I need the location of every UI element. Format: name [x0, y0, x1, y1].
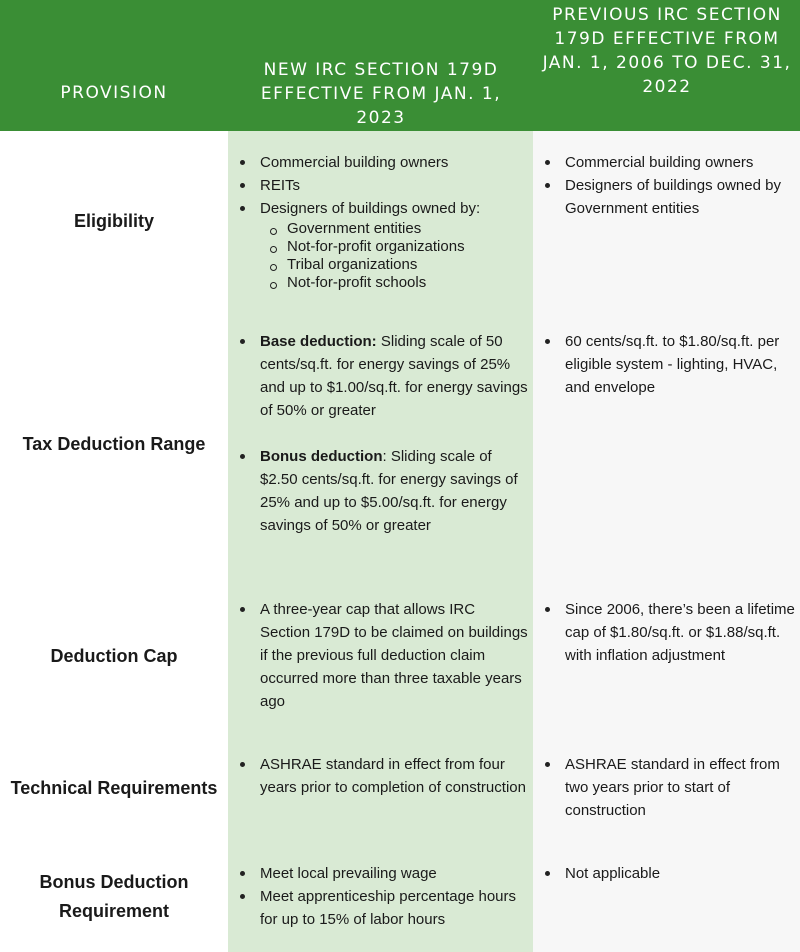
- tax-deduction-range-previous-cell: [535, 330, 797, 399]
- list-item: A three-year cap that allows IRC Section 179D to be claimed on buildings if the previous full deduction claim occurred more than three taxable years ago: [260, 598, 528, 713]
- sub-list-item: Not-for-profit schools: [287, 274, 528, 292]
- list-item: [260, 197, 528, 292]
- deduction-cap-new-cell: [230, 598, 528, 713]
- list-item: REITs: [260, 174, 528, 197]
- bonus-deduction-requirement-new-cell: [230, 862, 528, 931]
- sub-list-item: Government entities: [287, 220, 528, 238]
- tax-deduction-range-new-cell: [230, 330, 528, 537]
- sub-list-item: Tribal organizations: [287, 256, 528, 274]
- list-item-text: Designers of buildings owned by:: [260, 200, 481, 217]
- sub-list-item: Not-for-profit organizations: [287, 238, 528, 256]
- row-label-tax-deduction-range: Tax Deduction Range: [22, 434, 206, 454]
- list-item: Commercial building owners: [260, 151, 528, 174]
- previous-column-background: [533, 131, 800, 952]
- list-item: ASHRAE standard in effect from four years prior to completion of construction: [260, 753, 528, 799]
- previous-section-header: PREVIOUS IRC SECTION 179D EFFECTIVE FROM JAN. 1, 2006 TO DEC. 31, 2022: [542, 5, 792, 97]
- list-item: Not applicable: [565, 862, 797, 885]
- technical-requirements-previous-cell: [535, 753, 797, 822]
- row-label-eligibility: Eligibility: [73, 211, 154, 231]
- list-item: [260, 445, 528, 537]
- bonus-deduction-text: : Sliding scale of $2.50 cents/sq.ft. for energy savings of 25% and up to $5.00/sq.ft. for energy savings of 50% or greater: [260, 448, 518, 534]
- list-item: 60 cents/sq.ft. to $1.80/sq.ft. per eligible system - lighting, HVAC, and envelope: [565, 330, 797, 399]
- list-item: Since 2006, there’s been a lifetime cap of $1.80/sq.ft. or $1.88/sq.ft. with inflation adjustment: [565, 598, 797, 667]
- new-section-header: NEW IRC SECTION 179D EFFECTIVE FROM JAN. 1, 2023: [260, 60, 502, 128]
- list-item: Designers of buildings owned by Government entities: [565, 174, 797, 220]
- row-label-bonus-deduction-requirement: Bonus Deduction Requirement: [39, 872, 189, 921]
- list-item: [260, 330, 528, 422]
- row-label-deduction-cap: Deduction Cap: [50, 646, 178, 666]
- row-label-technical-requirements: Technical Requirements: [10, 778, 218, 798]
- list-item: Meet local prevailing wage: [260, 862, 528, 885]
- bonus-deduction-requirement-previous-cell: [535, 862, 797, 885]
- provision-header: PROVISION: [60, 83, 168, 103]
- base-deduction-term: Base deduction:: [260, 333, 377, 350]
- eligibility-new-cell: [230, 151, 528, 292]
- deduction-cap-previous-cell: [535, 598, 797, 667]
- eligibility-previous-cell: [535, 151, 797, 220]
- list-item: Commercial building owners: [565, 151, 797, 174]
- bonus-deduction-term: Bonus deduction: [260, 448, 383, 465]
- technical-requirements-new-cell: [230, 753, 528, 799]
- table-header: [0, 0, 800, 131]
- list-item: Meet apprenticeship percentage hours for up to 15% of labor hours: [260, 885, 528, 931]
- list-item: ASHRAE standard in effect from two years prior to start of construction: [565, 753, 797, 822]
- base-deduction-text: Sliding scale of 50 cents/sq.ft. for energy savings of 25% and up to $1.00/sq.ft. for energy savings of 50% or greater: [260, 333, 528, 419]
